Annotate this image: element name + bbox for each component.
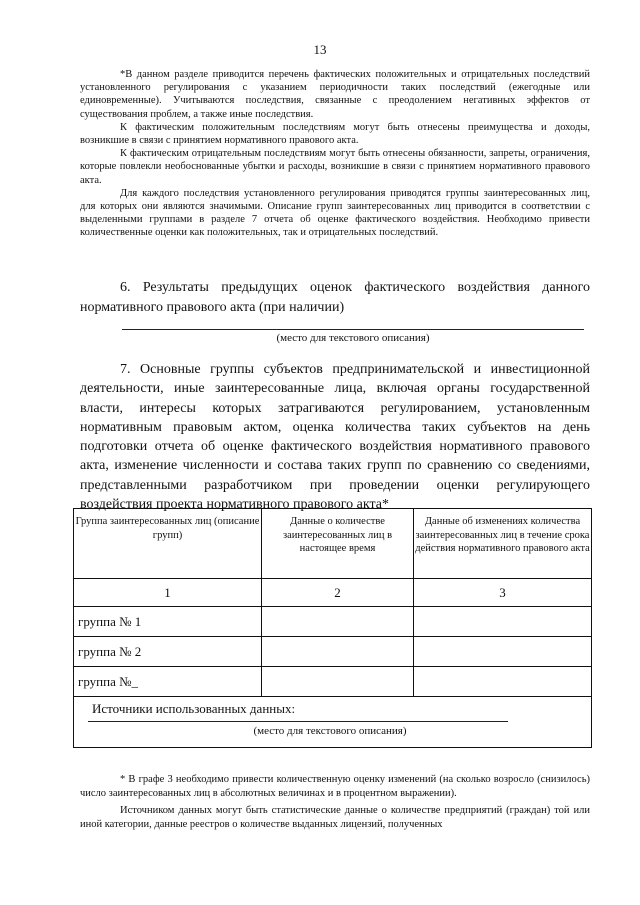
table-header-row bbox=[74, 509, 591, 579]
section-6-caption: (место для текстового описания) bbox=[276, 332, 430, 344]
count-change-cell bbox=[414, 637, 591, 666]
group-name-cell: группа № 2 bbox=[74, 637, 262, 666]
current-count-cell bbox=[262, 667, 414, 696]
sources-row bbox=[74, 697, 591, 747]
sources-caption: (место для текстового описания) bbox=[253, 725, 407, 737]
footnote-paragraph: * В графе 3 необходимо привести количественную оценку изменений (на сколько возросло (снизилось) число заинтересованных лиц в абсолютных величинах и в процентном выражении). bbox=[80, 774, 590, 799]
header-group: Группа заинтересованных лиц (описание групп) bbox=[74, 509, 262, 578]
note-paragraph: К фактическим отрицательным последствиям могут быть отнесены обязанности, запреты, ограничения, которые повлекли необоснованные убытки и расходы, возникшие в связи с принятием нормативного правового акта. bbox=[80, 148, 590, 186]
footnote-paragraph: Источником данных могут быть статистические данные о количестве предприятий (граждан) той или иной категории, данные реестров о количестве выданных лицензий, полученных bbox=[80, 805, 590, 830]
page-number: 13 bbox=[313, 42, 327, 57]
section-7-heading: 7. Основные группы субъектов предпринимательской и инвестиционной деятельности, иные заинтересованные лица, включая органы государственной власти, интересы которых затрагиваются регулированием, установленным нормативным правовым актом, оценка количества таких субъектов на день подготовки отчета об оценке фактического воздействия нормативного правового акта, изменение численности и состава таких групп по сравнению со сведениями, представленными разработчиком при проведении оценки регулирующего воздействия проекта нормативного правового акта* bbox=[80, 362, 590, 513]
group-name-cell: группа № 1 bbox=[74, 607, 262, 636]
count-change-cell bbox=[414, 607, 591, 636]
header-current-count: Данные о количестве заинтересованных лиц в настоящее время bbox=[262, 509, 414, 578]
table-row bbox=[74, 637, 591, 667]
section-7 bbox=[80, 360, 590, 514]
current-count-cell bbox=[262, 637, 414, 666]
section-6-heading: 6. Результаты предыдущих оценок фактического воздействия данного нормативного правового акта (при наличии) bbox=[80, 280, 590, 315]
current-count-cell bbox=[262, 607, 414, 636]
impact-notes bbox=[80, 68, 590, 240]
section-6 bbox=[80, 278, 590, 318]
note-paragraph: К фактическим положительным последствиям могут быть отнесены преимущества и доходы, возникшие в связи с принятием нормативного правового акта. bbox=[80, 121, 590, 147]
header-count-change: Данные об изменениях количества заинтересованных лиц в течение срока действия нормативного правового акта bbox=[415, 516, 590, 554]
group-name-cell: группа №_ bbox=[74, 667, 262, 696]
sources-text-line bbox=[88, 721, 508, 722]
table-row bbox=[74, 607, 591, 637]
note-paragraph: *В данном разделе приводится перечень фактических положительных и отрицательных последствий установленного регулирования с указанием периодичности таких последствий (ежегодные или единовременные). Учитываются последствия, связанные с преодолением негативных эффектов от существования проблем, а также иные последствия. bbox=[80, 69, 590, 120]
sources-label: Источники использованных данных: bbox=[92, 701, 296, 716]
note-paragraph: Для каждого последствия установленного регулирования приводятся группы заинтересованных лиц, для которых они являются значимыми. Описание групп заинтересованных лиц приводится в соответствии с выделенными группами в разделе 7 отчета об оценке фактического воздействия. Необходимо привести количественные оценки как положительных, так и отрицательных последствий. bbox=[80, 187, 590, 239]
column-number: 3 bbox=[499, 585, 506, 600]
section-6-text-line bbox=[122, 329, 584, 330]
column-number: 1 bbox=[74, 579, 262, 606]
footnotes bbox=[80, 773, 590, 835]
count-change-cell bbox=[414, 667, 591, 696]
column-number: 2 bbox=[262, 579, 414, 606]
stakeholder-groups-table bbox=[73, 508, 592, 748]
table-column-numbers bbox=[74, 579, 591, 607]
table-row bbox=[74, 667, 591, 697]
